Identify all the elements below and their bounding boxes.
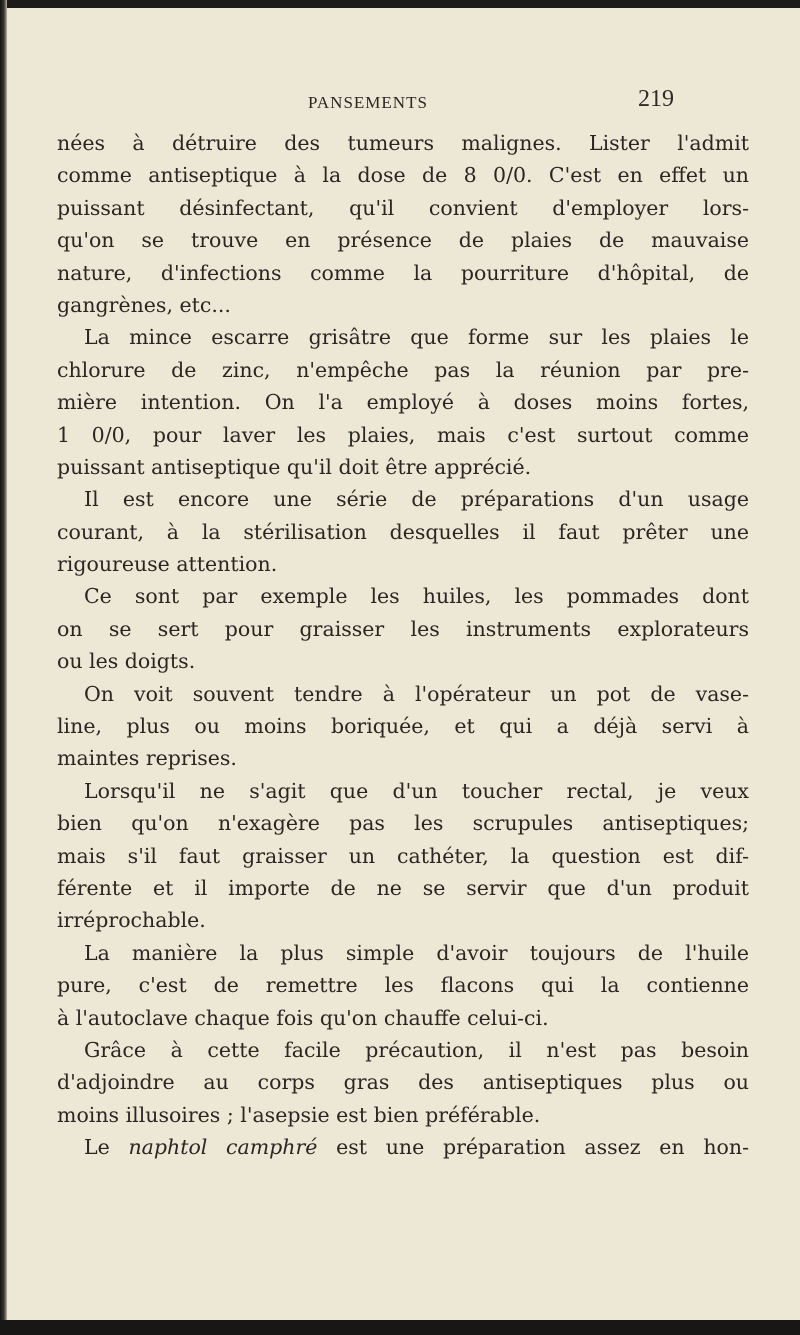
text-line: Grâce à cette facile précaution, il n'est pas besoin bbox=[84, 1037, 749, 1062]
text-line: mais s'il faut graisser un cathéter, la question est dif- bbox=[57, 843, 749, 868]
text-line: ou les doigts. bbox=[57, 649, 196, 674]
text-line: férente et il importe de ne se servir que d'un produit bbox=[57, 875, 749, 900]
text-line: On voit souvent tendre à l'opérateur un pot de vase- bbox=[84, 681, 749, 706]
text-line-final bbox=[57, 1131, 749, 1163]
text-line: pure, c'est de remettre les flacons qui la contienne bbox=[57, 973, 749, 998]
running-title: PANSEMENTS bbox=[308, 93, 428, 112]
text-line: bien qu'on n'exagère pas les scrupules antiseptiques; bbox=[57, 811, 749, 836]
bottom-border bbox=[0, 1320, 800, 1335]
last-line-suffix: est une préparation assez en hon- bbox=[317, 1135, 749, 1160]
text-line: 1 0/0, pour laver les plaies, mais c'est surtout comme bbox=[57, 422, 749, 447]
text-line: d'adjoindre au corps gras des antiseptiques plus ou bbox=[57, 1070, 749, 1095]
text-line: line, plus ou moins boriquée, et qui a déjà servi à bbox=[57, 714, 749, 739]
text-line: à l'autoclave chaque fois qu'on chauffe celui-ci. bbox=[57, 1005, 549, 1030]
text-line: nature, d'infections comme la pourriture d'hôpital, de bbox=[57, 260, 749, 285]
text-line: irréprochable. bbox=[57, 908, 206, 933]
text-line: rigoureuse attention. bbox=[57, 552, 278, 577]
text-line: La manière la plus simple d'avoir toujours de l'huile bbox=[84, 940, 749, 965]
page-number: 219 bbox=[638, 86, 674, 112]
top-border bbox=[0, 0, 800, 8]
text-line: maintes reprises. bbox=[57, 746, 237, 771]
last-line-prefix: Le bbox=[84, 1135, 129, 1160]
text-line: Il est encore une série de préparations d'un usage bbox=[84, 487, 749, 512]
text-line: puissant antiseptique qu'il doit être apprécié. bbox=[57, 454, 532, 479]
text-line: Ce sont par exemple les huiles, les pommades dont bbox=[84, 584, 749, 609]
body-text bbox=[57, 127, 749, 1164]
text-line: La mince escarre grisâtre que forme sur les plaies le bbox=[84, 325, 749, 350]
italic-term: naphtol camphré bbox=[128, 1135, 318, 1160]
text-line: courant, à la stérilisation desquelles il faut prêter une bbox=[57, 519, 749, 544]
text-line: on se sert pour graisser les instruments explorateurs bbox=[57, 616, 749, 641]
page-binding-edge bbox=[0, 0, 7, 1335]
text-line: nées à détruire des tumeurs malignes. Lister l'admit bbox=[57, 131, 749, 155]
text-line: gangrènes, etc... bbox=[57, 292, 231, 317]
text-line: chlorure de zinc, n'empêche pas la réunion par pre- bbox=[57, 357, 749, 382]
text-line: comme antiseptique à la dose de 8 0/0. C'est en effet un bbox=[57, 163, 749, 188]
text-line: puissant désinfectant, qu'il convient d'employer lors- bbox=[57, 195, 749, 220]
text-line: Lorsqu'il ne s'agit que d'un toucher rectal, je veux bbox=[84, 778, 749, 803]
text-line: mière intention. On l'a employé à doses moins fortes, bbox=[57, 390, 749, 415]
text-line: moins illusoires ; l'asepsie est bien préférable. bbox=[57, 1102, 541, 1127]
text-line: qu'on se trouve en présence de plaies de mauvaise bbox=[57, 228, 749, 253]
